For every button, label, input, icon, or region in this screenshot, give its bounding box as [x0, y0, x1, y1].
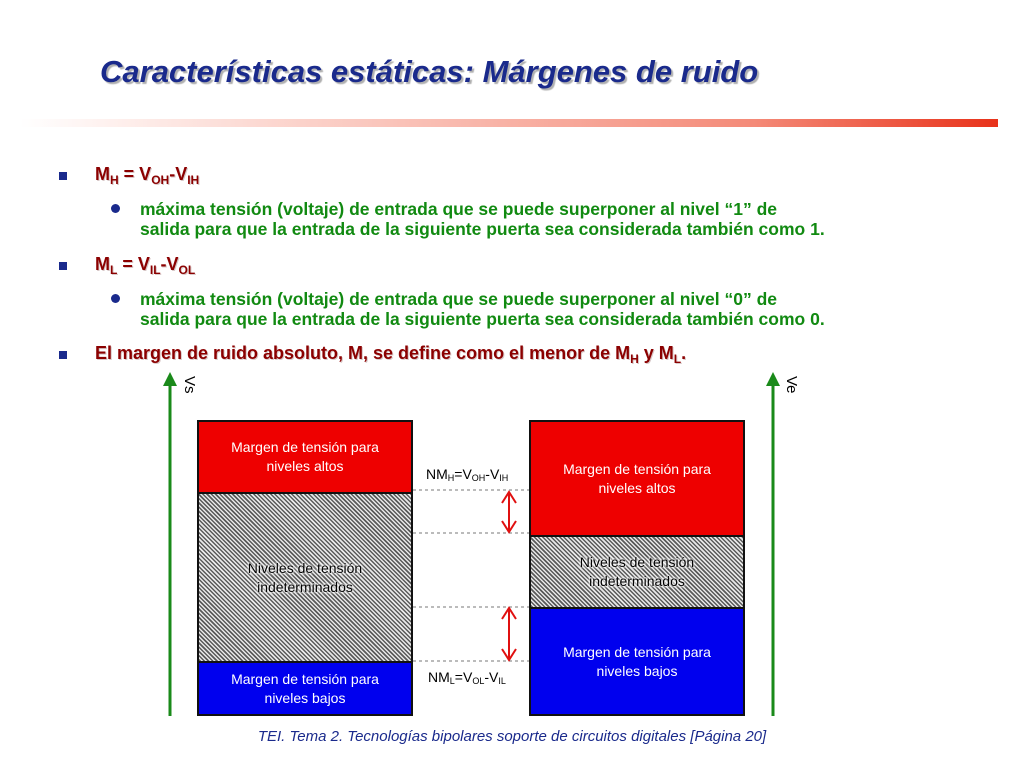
mh-description-line: salida para que la entrada de la siguiente puerta sea considerada también como 1.: [140, 219, 825, 239]
zone-label-line: Niveles de tensión: [579, 554, 695, 570]
vs-axis-arrowhead: [163, 372, 177, 386]
output-low-margin: [199, 663, 411, 714]
ve-axis-label: Ve: [783, 376, 800, 394]
output-indeterminate-zone: [199, 492, 411, 663]
zone-label-line: indeterminados: [589, 573, 685, 589]
input-indeterminate-zone: [531, 535, 743, 609]
zone-label-line: Niveles de tensión: [247, 559, 363, 576]
mh-description-line: máxima tensión (voltaje) de entrada que se puede superponer al nivel “1” de: [140, 199, 777, 219]
ml-description-line: salida para que la entrada de la siguiente puerta sea considerada también como 0.: [140, 309, 825, 329]
zone-label-line: Margen de tensión para: [563, 643, 711, 660]
nmh-label: $NM_H=V_{OH}-V_{IH}$: [426, 466, 509, 483]
zone-label-line: indeterminados: [257, 578, 353, 595]
input-low-margin: [531, 609, 743, 714]
zone-label-line: niveles altos: [266, 458, 344, 474]
input-high-margin: [531, 422, 743, 535]
output-high-margin: [199, 422, 411, 492]
zone-label-line: Margen de tensión para: [563, 460, 711, 477]
input-levels-box: [529, 420, 745, 716]
zone-label-line: niveles bajos: [264, 689, 346, 706]
slide-footer: TEI. Tema 2. Tecnologías bipolares soporte de circuitos digitales [Página 20]: [257, 728, 767, 745]
zone-label-line: niveles altos: [598, 479, 676, 496]
slide-title: Características estáticas: Márgenes de ruido: [100, 54, 759, 89]
ve-axis-arrowhead: [766, 372, 780, 386]
ml-formula: $M_L = V_{IL}-V_{OL}$: [95, 254, 196, 277]
output-levels-box: [197, 420, 413, 716]
zone-label-line: Margen de tensión para: [231, 439, 379, 455]
ml-description-line: máxima tensión (voltaje) de entrada que se puede superponer al nivel “0” de: [140, 289, 777, 309]
mh-formula: $M_H = V_{OH}-V_{IH}$: [95, 164, 200, 187]
absolute-margin-text: El margen de ruido absoluto, M, se define como el menor de $M_H$ y $M_L$.: [95, 343, 687, 366]
nml-label: $NM_L=V_{OL}-V_{IL}$: [428, 669, 506, 686]
zone-label-line: niveles bajos: [596, 662, 678, 679]
vs-axis-label: Vs: [181, 376, 198, 394]
zone-label-line: Margen de tensión para: [231, 670, 379, 687]
